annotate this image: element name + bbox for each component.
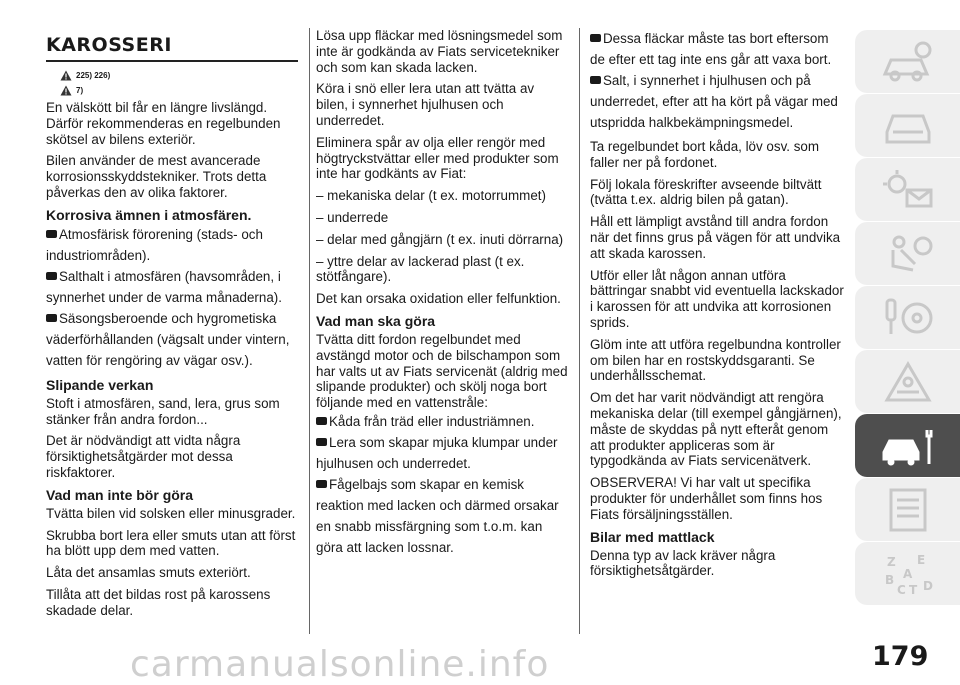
page-number: 179 (872, 641, 929, 672)
svg-text:D: D (922, 578, 933, 593)
bullet-icon (316, 480, 327, 488)
warning-ref-text: 225) 226) (76, 71, 111, 80)
dash-item: – delar med gångjärn (t ex. inuti dörrarna) (316, 231, 564, 247)
column-divider (579, 28, 580, 634)
tab-emergency[interactable] (855, 350, 960, 413)
paragraph: Följ lokala föreskrifter avseende biltvätt (tvätta t.ex. aldrig bilen på gatan). (590, 176, 822, 208)
tab-get-to-know-car[interactable] (855, 30, 960, 93)
dash-item: – underrede (316, 209, 389, 225)
bullet-item: Lera som skapar mjuka klumpar under hjulhusen och underredet. (316, 434, 558, 471)
bullet-icon (46, 314, 57, 322)
warning-ref-1 (60, 70, 298, 81)
note-paragraph: OBSERVERA! Vi har valt ut specifika produkter för underhållet som finns hos Fiats försäljningsställen. (590, 475, 823, 522)
bullet-item: Kåda från träd eller industriämnen. (316, 411, 568, 432)
paragraph: Tvätta ditt fordon regelbundet med avstängd motor och de bilschampon som har valts ut av Fiats servicenät (aldrig med slipande produkter) och skölj noga bort följande med en vattenstråle: (316, 331, 568, 411)
column-1 (46, 28, 298, 625)
dash-item: – yttre delar av lackerad plast (t ex. stötfångare). (316, 253, 525, 285)
section-title: KAROSSERI (46, 34, 172, 56)
caution-triangle-icon (60, 85, 72, 96)
subheading: Korrosiva ämnen i atmosfären. (46, 206, 252, 223)
bullet-item: Säsongsberoende och hygrometiska väderförhållanden (vägsalt under vintern, vatten för rengöring av vägar osv.). (46, 310, 290, 368)
chapter-tabs (855, 30, 960, 606)
bullet-icon (590, 76, 601, 84)
paragraph: Om det har varit nödvändigt att rengöra mekaniska delar (till exempel gångjärnen), måste de skyddas på nytt efteråt genom att produkter appliceras som är typgodkända av Fiats servicenätverk. (590, 390, 842, 469)
tab-know-vehicle[interactable] (855, 94, 960, 157)
svg-text:T: T (908, 582, 917, 597)
svg-text:E: E (916, 552, 925, 567)
subheading: Vad man ska göra (316, 312, 436, 329)
paragraph: Denna typ av lack kräver några försiktighetsåtgärder. (590, 547, 776, 579)
paragraph: Det kan orsaka oxidation eller felfunktion. (316, 291, 561, 307)
title-underline (46, 60, 298, 62)
warning-light-message-icon (877, 166, 939, 214)
warning-ref-2 (60, 85, 298, 96)
paragraph: Köra i snö eller lera utan att tvätta av bilen, i synnerhet hjulhusen och underredet. (316, 81, 535, 128)
bullet-icon (46, 230, 57, 238)
column-divider (309, 28, 310, 634)
bullet-icon (46, 272, 57, 280)
bullet-item: Salt, i synnerhet i hjulhusen och på underredet, efter att ha kört på vägar med utspridda halkbekämpningsmedel. (590, 73, 838, 130)
tab-dashboard-lights[interactable] (855, 158, 960, 221)
paragraph: Lösa upp fläckar med lösningsmedel som inte är godkända av Fiats servicetekniker och som kan skada lacken. (316, 28, 563, 75)
bullet-icon (590, 34, 601, 42)
bullet-item: Atmosfärisk förorening (stads- och industriområden). (46, 226, 263, 263)
car-info-icon (877, 38, 939, 86)
paragraph: Glöm inte att utföra regelbundna kontroller om bilen har en rostskyddsgaranti. Se underhållsschemat. (590, 336, 841, 384)
svg-text:C: C (896, 582, 906, 597)
caution-ref-text: 7) (76, 86, 84, 95)
bullet-icon (316, 417, 327, 425)
bullet-item: Salthalt i atmosfären (havsområden, i synnerhet under de varma månaderna). (46, 268, 282, 305)
paragraph: Det är nödvändigt att vidta några försiktighetsåtgärder mot dessa riskfaktorer. (46, 433, 241, 480)
tab-index[interactable] (855, 542, 960, 605)
paragraph: Utför eller låt någon annan utföra bättringar snabbt vid eventuella lackskador i karossen för att undvika att korrosionen sprids. (590, 267, 844, 330)
subheading: Slipande verkan (46, 376, 154, 393)
paragraph: En välskött bil får en längre livslängd. Därför rekommenderas en regelbunden skötsel av bilens exteriör. (46, 100, 281, 147)
subheading: Vad man inte bör göra (46, 486, 194, 503)
svg-text:B: B (884, 572, 894, 587)
svg-text:A: A (902, 566, 912, 581)
tab-safety[interactable] (855, 222, 960, 285)
dash-item: – mekaniska delar (t ex. motorrummet) (316, 188, 546, 204)
paragraph: Låta det ansamlas smuts exteriört. (46, 565, 251, 581)
subheading: Bilar med mattlack (590, 528, 715, 545)
document-list-icon (877, 486, 939, 534)
column-2 (316, 28, 568, 558)
bullet-item: Dessa fläckar måste tas bort eftersom de efter ett tag inte ens går att vaxa bort. (590, 31, 832, 67)
bullet-icon (316, 438, 327, 446)
paragraph: Tvätta bilen vid solsken eller minusgrader. (46, 505, 296, 521)
warning-triangle-icon (60, 70, 72, 81)
paragraph: Ta regelbundet bort kåda, löv osv. som faller ner på fordonet. (590, 139, 820, 170)
paragraph: Bilen använder de mest avancerade korrosionsskyddstekniker. Trots detta påverkas den av olika faktorer. (46, 153, 267, 200)
paragraph: Tillåta att det bildas rost på karossens skadade delar. (46, 586, 271, 618)
car-front-icon (877, 102, 939, 150)
tab-technical-data[interactable] (855, 478, 960, 541)
tab-starting-driving[interactable] (855, 286, 960, 349)
key-steering-wheel-icon (877, 294, 939, 342)
seat-airbag-icon (877, 230, 939, 278)
paragraph: Håll ett lämpligt avstånd till andra fordon när det finns grus på vägen för att undvika att skada karossen. (590, 214, 841, 261)
paragraph: Skrubba bort lera eller smuts utan att först ha blött upp dem med vatten. (46, 527, 296, 559)
column-3 (590, 28, 844, 585)
bullet-item: Fågelbajs som skapar en kemisk reaktion med lacken och därmed orsakar en snabb missfärgning som t.o.m. kan göra att lacken lossnar. (316, 476, 559, 555)
tab-servicing-care[interactable] (855, 414, 960, 477)
paragraph: Stoft i atmosfären, sand, lera, grus som stänker från andra fordon... (46, 395, 280, 427)
car-wrench-icon (877, 422, 939, 470)
alphabetical-index-icon (877, 550, 939, 598)
svg-text:Z: Z (886, 554, 896, 569)
emergency-triangle-icon (877, 358, 939, 406)
watermark: carmanualsonline.info (130, 644, 550, 685)
paragraph: Eliminera spår av olja eller rengör med högtryckstvättar eller med produkter som inte har godkänts av Fiat: (316, 134, 559, 182)
